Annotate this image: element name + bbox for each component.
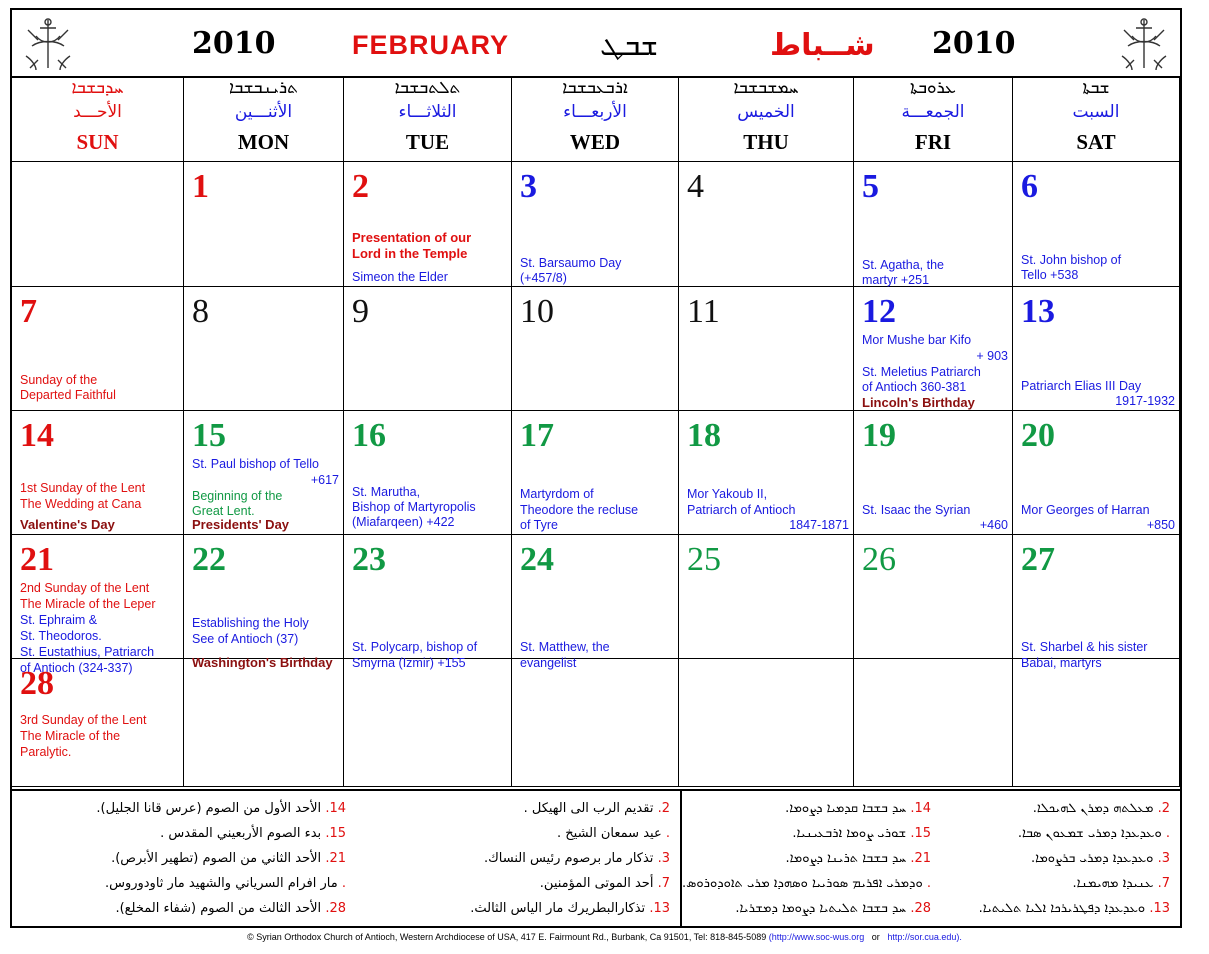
- arabic-notes: [12, 791, 682, 928]
- note-line-right: [1031, 851, 1170, 866]
- note-line-right: [1018, 826, 1170, 841]
- note-text: ܫܘܪܝ ܨܘܡܐ ܐܪܒܥܝܢܝܐ.: [792, 826, 907, 841]
- note-line-right: [484, 851, 670, 866]
- note-text: الأحد الثالث من الصوم (شفاء المخلع).: [115, 901, 322, 916]
- event-text: Simeon the Elder: [352, 270, 448, 284]
- day-cell-26: [854, 535, 1013, 659]
- event-text: Mor Mushe bar Kifo: [862, 333, 972, 347]
- event-text: St. Ephraim &: [20, 613, 98, 627]
- day-cell-8: [184, 287, 344, 411]
- event-text: St. Sharbel & his sister: [1021, 640, 1148, 654]
- event-text: of Tyre: [520, 518, 558, 532]
- event-text: St. Polycarp, bishop of: [352, 640, 478, 654]
- note-line-left: [786, 851, 931, 866]
- calendar-header: [12, 10, 1180, 78]
- day-number: 4: [687, 168, 704, 205]
- day-header-wed: [512, 76, 679, 162]
- note-line-right: [540, 876, 670, 891]
- day-number: 5: [862, 168, 879, 205]
- day-cell-22: [184, 535, 344, 670]
- note-text: تذكار مار برصوم رئيس النساك.: [483, 851, 654, 866]
- day-cell-28: [12, 659, 184, 787]
- note-text: ܘܥܕܥܕܐ ܕܡܪܝ ܫܡܥܘܢ ܣܒܐ.: [1017, 826, 1162, 841]
- event-text: evangelist: [520, 656, 577, 670]
- event-text: The Miracle of the Leper: [20, 597, 156, 611]
- note-number: 28.: [325, 901, 346, 916]
- note-line-left: [105, 876, 346, 891]
- event-text: St. Matthew, the: [520, 640, 610, 654]
- day-number: 8: [192, 293, 209, 330]
- day-number: 23: [352, 541, 386, 578]
- day-cell-21: [12, 535, 184, 675]
- day-header-arabic: الخميس: [737, 102, 795, 122]
- note-number: 14.: [325, 801, 346, 816]
- day-number: 20: [1021, 417, 1055, 454]
- empty-day-cell: [854, 659, 1013, 787]
- day-header-syriac: ܬܪܝܢܒܫܒܐ: [228, 78, 299, 98]
- note-line-left: [111, 851, 346, 866]
- day-cell-15: [184, 411, 344, 535]
- day-header-arabic: السبت: [1072, 102, 1120, 122]
- day-number: 6: [1021, 168, 1038, 205]
- day-header-english: FRI: [914, 130, 952, 154]
- year-left: 2010: [192, 26, 276, 61]
- day-number: 3: [520, 168, 537, 205]
- notes-section: [12, 789, 1180, 928]
- day-header-syriac: ܥܪܘܒܬܐ: [910, 78, 956, 98]
- note-number: 21.: [325, 851, 346, 866]
- day-header-english: TUE: [405, 130, 450, 154]
- event-text: + 903: [976, 349, 1008, 363]
- note-number: 3.: [657, 851, 670, 866]
- note-line-right: [524, 801, 670, 816]
- note-number: 15.: [325, 826, 346, 841]
- day-cell-1: [184, 162, 344, 287]
- footer-link-sor[interactable]: http://sor.cua.edu).: [887, 932, 962, 942]
- event-text: of Antioch 360-381: [862, 380, 967, 394]
- month-syriac: ܫܒܛ: [600, 28, 659, 63]
- event-text: The Miracle of the: [20, 729, 121, 743]
- event-text: Valentine's Day: [20, 517, 115, 532]
- day-cell-3: [512, 162, 679, 287]
- event-text: St. Agatha, the: [862, 258, 945, 272]
- note-text: الأحد الثاني من الصوم (تطهير الأبرص).: [111, 851, 322, 866]
- day-number: 12: [862, 293, 896, 330]
- day-cell-19: [854, 411, 1013, 535]
- event-text: 1st Sunday of the Lent: [20, 481, 146, 495]
- day-number: 18: [687, 417, 721, 454]
- day-cell-20: [1013, 411, 1180, 535]
- footer-link-soc-wus[interactable]: (http://www.soc-wus.org: [768, 932, 865, 942]
- note-number: 28.: [910, 901, 931, 916]
- day-header-english: THU: [743, 130, 789, 154]
- note-number: .: [926, 876, 931, 891]
- day-number: 15: [192, 417, 226, 454]
- event-text: Paralytic.: [20, 745, 72, 759]
- event-text: St. Theodoros.: [20, 629, 102, 643]
- note-text: ܘܕܡܪܝ ܐܦܪܝܡ ܣܘܪܝܝܐ ܘܣܗܕܐ ܡܪܝ ܬܐܘܕܘܪܘܣ.: [681, 876, 923, 891]
- note-number: 2.: [1157, 801, 1170, 816]
- year-right: 2010: [932, 26, 1016, 61]
- day-cell-25: [679, 535, 854, 659]
- note-number: 2.: [657, 801, 670, 816]
- day-cell-17: [512, 411, 679, 535]
- day-cell-7: [12, 287, 184, 411]
- day-header-english: WED: [569, 130, 621, 154]
- event-text: Sunday of the: [20, 373, 98, 387]
- note-number: 3.: [1157, 851, 1170, 866]
- day-cell-27: [1013, 535, 1180, 670]
- note-line-right: [1073, 876, 1171, 891]
- event-text: Mor Yakoub II,: [687, 487, 768, 501]
- day-header-english: MON: [237, 130, 290, 154]
- note-text: ܚܕ ܒܫܒܐ ܩܕܡܝܐ ܕܨܘܡܐ.: [785, 801, 907, 816]
- event-text: of Antioch (324-337): [20, 661, 133, 675]
- empty-day-cell: [184, 659, 344, 787]
- day-header-syriac: ܐܪܒܥܒܫܒܐ: [562, 78, 628, 98]
- footer: [0, 932, 1209, 942]
- event-text: Presidents' Day: [192, 517, 290, 532]
- day-cell-6: [1013, 162, 1180, 287]
- event-text: Theodore the recluse: [520, 503, 639, 517]
- event-text: St. Marutha,: [352, 485, 421, 499]
- day-number: 17: [520, 417, 554, 454]
- day-number: 11: [687, 293, 720, 330]
- note-text: بدء الصوم الأربعيني المقدس .: [160, 826, 322, 841]
- day-cell-16: [344, 411, 512, 535]
- day-number: 2: [352, 168, 369, 205]
- day-cell-12: [854, 287, 1013, 411]
- day-number: 10: [520, 293, 554, 330]
- day-header-syriac: ܚܕܒܫܒܐ: [71, 78, 124, 98]
- note-number: 13.: [649, 901, 670, 916]
- day-number: 9: [352, 293, 369, 330]
- day-header-syriac: ܫܒܬܐ: [1082, 78, 1110, 98]
- day-header-thu: [679, 76, 854, 162]
- note-text: ܡܥܠܬܗ ܕܡܪܢ ܠܗܝܟܠܐ.: [1032, 801, 1154, 816]
- day-number: 24: [520, 541, 554, 578]
- note-line-right: [1033, 801, 1170, 816]
- note-number: .: [341, 876, 346, 891]
- note-number: 14.: [910, 801, 931, 816]
- event-text: +850: [1146, 518, 1175, 532]
- event-text: St. Isaac the Syrian: [862, 503, 971, 517]
- note-line-left: [115, 901, 346, 916]
- day-number: 27: [1021, 541, 1055, 578]
- day-number: 14: [20, 417, 54, 454]
- note-text: ܘܥܕܥܕܐ ܕܡܪܝ ܒܪܨܘܡܐ.: [1031, 851, 1154, 866]
- day-number: 28: [20, 665, 54, 702]
- day-header-fri: [854, 76, 1013, 162]
- event-text: See of Antioch (37): [192, 632, 299, 646]
- event-text: Lincoln's Birthday: [862, 395, 975, 410]
- event-text: Beginning of the: [192, 489, 283, 503]
- note-text: ܘܥܕܥܕܐ ܕܦܛܪܝܪܟܐ ܐܠܝܐ ܬܠܝܬܝܐ.: [978, 901, 1146, 916]
- event-text: Presentation of our: [352, 230, 472, 245]
- day-cell-5: [854, 162, 1013, 287]
- day-number: 13: [1021, 293, 1055, 330]
- event-text: Patriarch of Antioch: [687, 503, 796, 517]
- day-number: 7: [20, 293, 37, 330]
- event-text: Departed Faithful: [20, 388, 116, 402]
- syriac-notes: [682, 791, 1180, 928]
- note-line-right: [979, 901, 1170, 916]
- day-header-arabic: الأثنـــين: [234, 102, 293, 122]
- note-line-right: [557, 826, 670, 841]
- event-text: 3rd Sunday of the Lent: [20, 713, 147, 727]
- event-text: martyr +251: [862, 273, 930, 287]
- note-text: عيد سمعان الشيخ .: [557, 826, 662, 841]
- day-cell-4: [679, 162, 854, 287]
- note-text: تذكارالبطريرك مار الياس الثالث.: [470, 901, 646, 916]
- event-text: St. Meletius Patriarch: [862, 365, 981, 379]
- note-text: ܚܕ ܒܫܒܐ ܬܠܝܬܝܐ ܕܨܘܡܐ ܕܡܫܪܝܐ.: [735, 901, 907, 916]
- empty-day-cell: [512, 659, 679, 787]
- day-header-syriac: ܚܡܫܒܫܒܐ: [733, 78, 799, 98]
- day-number: 22: [192, 541, 226, 578]
- day-number: 25: [687, 541, 721, 578]
- event-text: Babai, martyrs: [1021, 656, 1102, 670]
- event-text: Washington's Birthday: [192, 655, 333, 670]
- day-cell-10: [512, 287, 679, 411]
- calendar-frame: [10, 8, 1182, 928]
- note-text: مار افرام السرياني والشهيد مار ثاودوروس.: [104, 876, 338, 891]
- note-number: .: [665, 826, 670, 841]
- event-text: (+457/8): [520, 271, 567, 285]
- day-number: 1: [192, 168, 209, 205]
- note-text: أحد الموتى المؤمنين.: [539, 876, 654, 891]
- church-emblem-icon: [1114, 16, 1174, 72]
- note-text: ܥܢܝܕܐ ܡܗܝܡܢܐ.: [1072, 876, 1154, 891]
- day-header-sun: [12, 76, 184, 162]
- event-text: 1917-1932: [1115, 394, 1175, 408]
- note-number: 21.: [910, 851, 931, 866]
- day-number: 16: [352, 417, 386, 454]
- note-number: .: [1165, 826, 1170, 841]
- day-header-english: SAT: [1076, 130, 1116, 154]
- note-number: 13.: [1149, 901, 1170, 916]
- event-text: Patriarch Elias III Day: [1021, 379, 1142, 393]
- event-text: +460: [979, 518, 1008, 532]
- day-number: 21: [20, 541, 54, 578]
- month-arabic: شــباط: [770, 28, 875, 63]
- day-header-syriac: ܬܠܬܒܫܒܐ: [394, 78, 461, 98]
- event-text: The Wedding at Cana: [20, 497, 142, 511]
- note-text: الأحد الأول من الصوم (عرس قانا الجليل).: [96, 801, 322, 816]
- event-text: St. Eustathius, Patriarch: [20, 645, 155, 659]
- empty-day-cell: [679, 659, 854, 787]
- note-line-left: [735, 901, 931, 916]
- day-header-sat: [1013, 76, 1180, 162]
- day-header-mon: [184, 76, 344, 162]
- day-cell-14: [12, 411, 184, 535]
- day-header-tue: [344, 76, 512, 162]
- note-line-right: [470, 901, 670, 916]
- event-text: Establishing the Holy: [192, 616, 309, 630]
- note-text: تقديم الرب الى الهيكل .: [523, 801, 654, 816]
- day-cell-11: [679, 287, 854, 411]
- day-cell-9: [344, 287, 512, 411]
- month-english: FEBRUARY: [352, 30, 510, 60]
- event-text: 2nd Sunday of the Lent: [20, 581, 150, 595]
- day-number: 26: [862, 541, 896, 578]
- note-line-left: [785, 801, 931, 816]
- footer-or: or: [871, 932, 880, 942]
- event-text: Tello +538: [1021, 268, 1079, 282]
- day-cell-18: [679, 411, 854, 535]
- footer-text: © Syrian Orthodox Church of Antioch, Western Archdiocese of USA, 417 E. Fairmount Rd., Burbank, Ca 91501, Tel: 818-845-5089: [247, 932, 767, 942]
- event-text: St. Barsaumo Day: [520, 256, 622, 270]
- event-text: Bishop of Martyropolis: [352, 500, 476, 514]
- note-number: 7.: [1157, 876, 1170, 891]
- day-cell-13: [1013, 287, 1180, 411]
- event-text: Lord in the Temple: [352, 246, 468, 261]
- empty-day-cell: [344, 659, 512, 787]
- event-text: +617: [310, 473, 339, 487]
- day-number: 19: [862, 417, 896, 454]
- event-text: (Miafarqeen) +422: [352, 515, 455, 529]
- day-header-arabic: الثلاثـــاء: [398, 102, 457, 122]
- empty-day-cell: [1013, 659, 1180, 787]
- day-header-arabic: الجمعـــة: [901, 102, 965, 122]
- note-number: 7.: [657, 876, 670, 891]
- note-number: 15.: [910, 826, 931, 841]
- note-line-left: [96, 801, 346, 816]
- event-text: Martyrdom of: [520, 487, 594, 501]
- day-header-english: SUN: [76, 130, 119, 154]
- note-line-left: [160, 826, 346, 841]
- note-line-left: [682, 876, 931, 891]
- note-line-left: [792, 826, 931, 841]
- church-emblem-icon: [18, 16, 78, 72]
- day-header-arabic: الأربعـــاء: [563, 102, 627, 122]
- day-cell-24: [512, 535, 679, 670]
- day-cell-2: [344, 162, 512, 287]
- event-text: Mor Georges of Harran: [1021, 503, 1150, 517]
- event-text: St. Paul bishop of Tello: [192, 457, 319, 471]
- event-text: Great Lent.: [192, 504, 255, 518]
- day-cell-23: [344, 535, 512, 670]
- empty-day-cell: [12, 162, 184, 287]
- event-text: St. John bishop of: [1021, 253, 1122, 267]
- day-header-arabic: الأحـــد: [73, 102, 122, 122]
- note-text: ܚܕ ܒܫܒܐ ܬܪܝܢܐ ܕܨܘܡܐ.: [785, 851, 907, 866]
- event-text: Smyrna (Izmir) +155: [352, 656, 466, 670]
- event-text: 1847-1871: [789, 518, 849, 532]
